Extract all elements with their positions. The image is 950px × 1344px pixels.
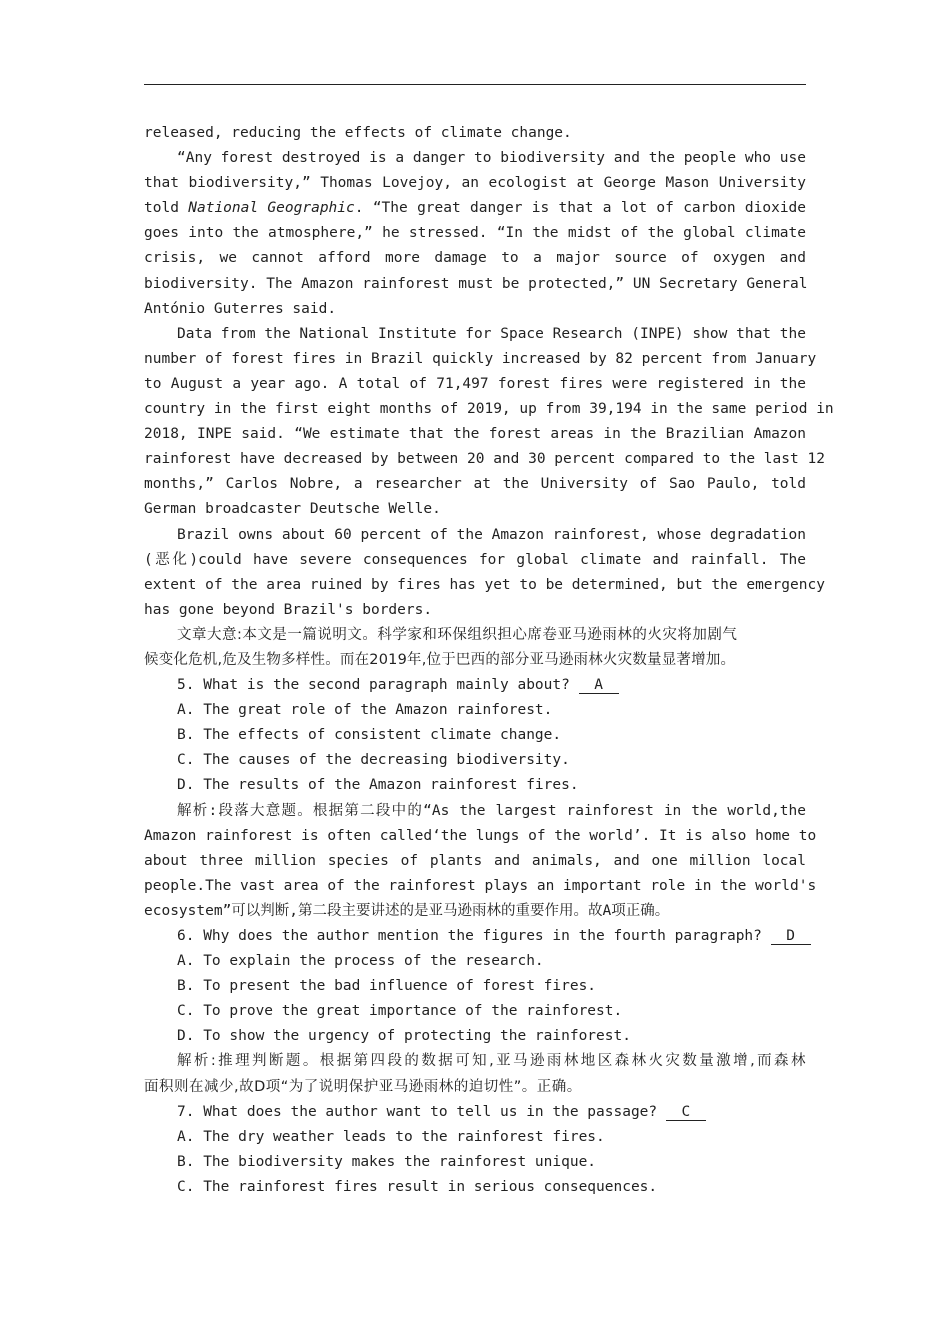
paragraph-2-line: crisis, we cannot afford more damage to a major source of oxygen and bbox=[144, 250, 806, 267]
option-a: A. To explain the process of the research. bbox=[177, 953, 544, 970]
paragraph-3-line: German broadcaster Deutsche Welle. bbox=[144, 501, 441, 518]
paragraph-3-line: Data from the National Institute for Space Research (INPE) show that the bbox=[177, 325, 806, 342]
paragraph-3-line: country in the first eight months of 2019, up from 39,194 in the same period in bbox=[144, 401, 834, 418]
option-a: A. The dry weather leads to the rainforest fires. bbox=[177, 1128, 605, 1145]
italic-title: National Geographic bbox=[188, 200, 355, 217]
question-5-stem bbox=[144, 673, 806, 698]
paragraph-2-line: “Any forest destroyed is a danger to biodiversity and the people who use bbox=[177, 150, 806, 167]
answer-blank: A bbox=[579, 677, 619, 694]
option-a: A. The great role of the Amazon rainforest. bbox=[177, 702, 553, 719]
option-c: C. To prove the great importance of the rainforest. bbox=[177, 1003, 623, 1020]
option-b: B. The biodiversity makes the rainforest unique. bbox=[177, 1153, 597, 1170]
paragraph-3-line: rainforest have decreased by between 20 and 30 percent compared to the last 12 bbox=[144, 451, 825, 468]
answer-blank: C bbox=[666, 1104, 706, 1121]
paragraph-3-line: to August a year ago. A total of 71,497 forest fires were registered in the bbox=[144, 375, 806, 392]
paragraph-4-line: (恶化)could have severe consequences for global climate and rainfall. The bbox=[144, 551, 806, 568]
paragraph-3-line: 2018, INPE said. “We estimate that the forest areas in the Brazilian Amazon bbox=[144, 426, 806, 443]
option-c: C. The causes of the decreasing biodiversity. bbox=[177, 752, 570, 769]
option-b: B. The effects of consistent climate change. bbox=[177, 727, 562, 744]
paragraph-4-line: Brazil owns about 60 percent of the Amazon rainforest, whose degradation bbox=[177, 526, 806, 543]
option-b: B. To present the bad influence of forest fires. bbox=[177, 978, 597, 995]
answer-blank: D bbox=[771, 928, 811, 945]
explanation-line: ecosystem”可以判断,第二段主要讲述的是亚马逊雨林的重要作用。故A项正确。 bbox=[144, 902, 670, 919]
header-rule bbox=[144, 84, 806, 85]
paragraph-2-line: that biodiversity,” Thomas Lovejoy, an ecologist at George Mason University bbox=[144, 175, 806, 192]
option-d: D. To show the urgency of protecting the rainforest. bbox=[177, 1028, 631, 1045]
explanation-line: about three million species of plants and animals, and one million local bbox=[144, 852, 806, 869]
summary-line: 候变化危机,危及生物多样性。而在2019年,位于巴西的部分亚马逊雨林火灾数量显著增加。 bbox=[144, 651, 736, 668]
text-run: . “The great danger is that a lot of carbon dioxide bbox=[354, 200, 807, 217]
option-c: C. The rainforest fires result in serious consequences. bbox=[177, 1178, 658, 1195]
paragraph-2-line: António Guterres said. bbox=[144, 300, 337, 317]
paragraph-2-line: biodiversity. The Amazon rainforest must be protected,” UN Secretary General bbox=[144, 275, 808, 292]
explanation-line: 面积则在减少,故D项“为了说明保护亚马逊雨林的迫切性”。正确。 bbox=[144, 1078, 582, 1095]
question-text: 5. What is the second paragraph mainly about? bbox=[177, 677, 570, 694]
question-6-stem bbox=[144, 924, 806, 949]
paragraph-2-line bbox=[144, 196, 806, 221]
paragraph-1-line: released, reducing the effects of climate change. bbox=[144, 125, 572, 141]
question-text: 6. Why does the author mention the figures in the fourth paragraph? bbox=[177, 928, 762, 944]
question-7-stem bbox=[144, 1100, 806, 1125]
summary-line: 文章大意:本文是一篇说明文。科学家和环保组织担心席卷亚马逊雨林的火灾将加剧气 bbox=[177, 626, 738, 643]
explanation-line: people.The vast area of the rainforest plays an important role in the world's bbox=[144, 877, 817, 894]
paragraph-3-line: months,” Carlos Nobre, a researcher at the University of Sao Paulo, told bbox=[144, 476, 806, 493]
question-text: 7. What does the author want to tell us in the passage? bbox=[177, 1103, 658, 1120]
option-d: D. The results of the Amazon rainforest fires. bbox=[177, 777, 579, 794]
paragraph-2-line: goes into the atmosphere,” he stressed. “In the midst of the global climate bbox=[144, 225, 806, 242]
explanation-line: 解析:推理判断题。根据第四段的数据可知,亚马逊雨林地区森林火灾数量激增,而森林 bbox=[177, 1053, 806, 1070]
explanation-line: Amazon rainforest is often called‘the lungs of the world’. It is also home to bbox=[144, 827, 817, 844]
text-run: told bbox=[144, 200, 189, 217]
paragraph-4-line: extent of the area ruined by fires has yet to be determined, but the emergency bbox=[144, 576, 825, 593]
explanation-line: 解析:段落大意题。根据第二段中的“As the largest rainforest in the world,the bbox=[177, 802, 806, 819]
document-page bbox=[144, 121, 834, 1200]
paragraph-4-line: has gone beyond Brazil's borders. bbox=[144, 601, 433, 618]
paragraph-3-line: number of forest fires in Brazil quickly increased by 82 percent from January bbox=[144, 350, 817, 367]
